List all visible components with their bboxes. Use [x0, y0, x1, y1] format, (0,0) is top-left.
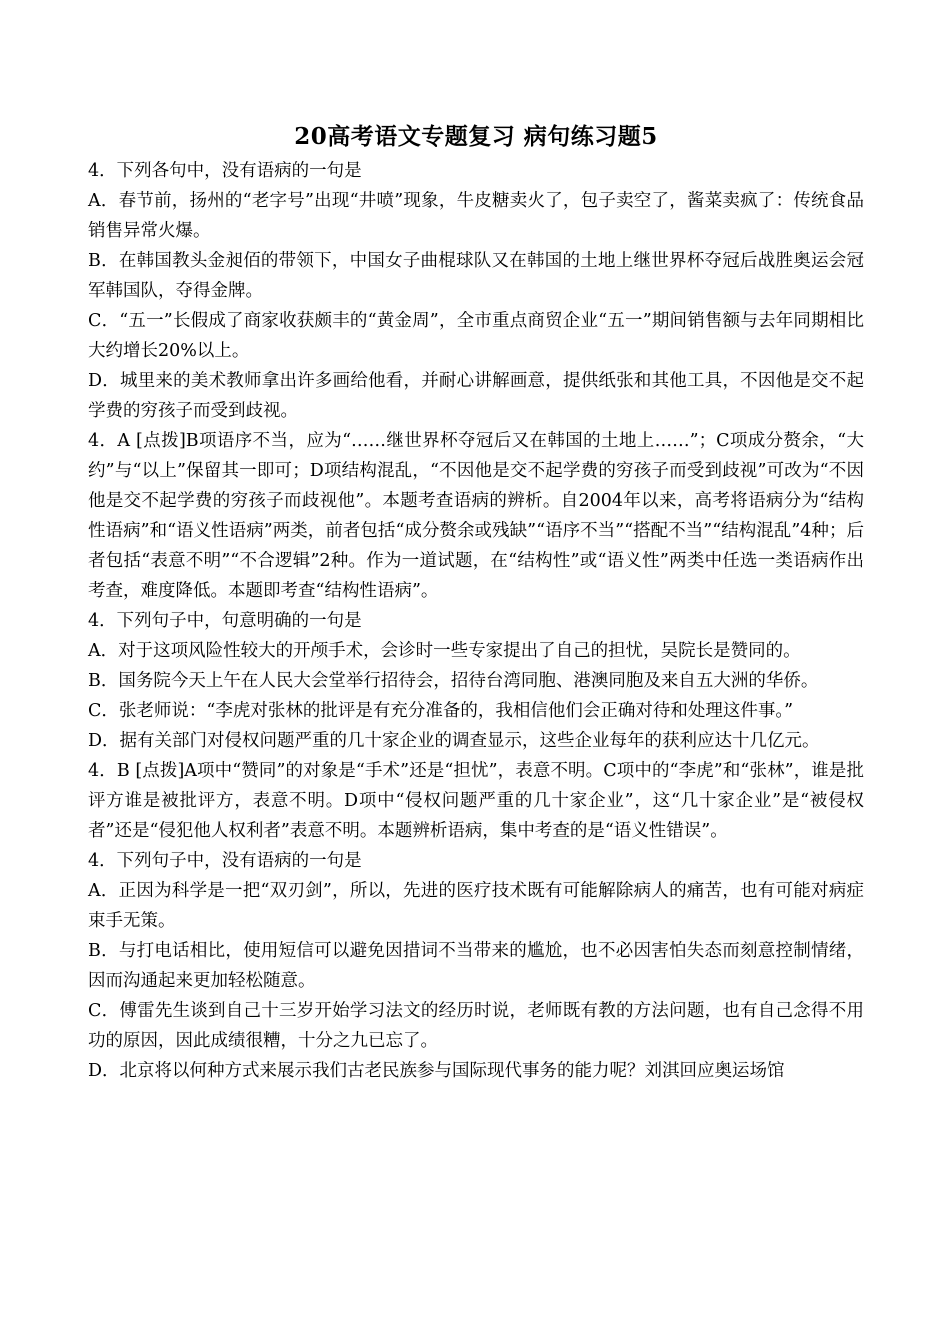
- option-b: B．国务院今天上午在人民大会堂举行招待会，招待台湾同胞、港澳同胞及来自五大洲的华侨。: [88, 671, 819, 691]
- option-a: A．正因为科学是一把“双刃剑”，所以，先进的医疗技术既有可能解除病人的痛苦，也有可能对病症束手无策。: [88, 881, 864, 931]
- option-d: D．城里来的美术教师拿出许多画给他看，并耐心讲解画意，提供纸张和其他工具，不因他是交不起学费的穷孩子而受到歧视。: [88, 371, 864, 421]
- document-title: 20高考语文专题复习 病句练习题5: [294, 123, 658, 150]
- answer-explanation: 4．A [点拨]B项语序不当，应为“……继世界杯夺冠后又在韩国的土地上……”；C项成分赘余，“大约”与“以上”保留其一即可；D项结构混乱，“不因他是交不起学费的穷孩子而受到歧视”可改为“不因他是交不起学费的穷孩子而歧视他”。本题考查语病的辨析。自2004年以来，高考将语病分为“结构性语病”和“语义性语病”两类，前者包括“成分赘余或残缺”“语序不当”“搭配不当”“结构混乱”4种；后者包括“表意不明”“不合逻辑”2种。作为一道试题，在“结构性”或“语义性”两类中任选一类语病作出考查，难度降低。本题即考查“结构性语病”。: [88, 431, 864, 601]
- option-a: A．春节前，扬州的“老字号”出现“井喷”现象，牛皮糖卖火了，包子卖空了，酱菜卖疯了：传统食品销售异常火爆。: [88, 191, 864, 241]
- option-b: B．在韩国教头金昶佰的带领下，中国女子曲棍球队又在韩国的土地上继世界杯夺冠后战胜奥运会冠军韩国队，夺得金牌。: [88, 251, 864, 301]
- question-stem: 4．下列句子中，没有语病的一句是: [88, 851, 362, 871]
- option-c: C．张老师说：“李虎对张林的批评是有充分准备的，我相信他们会正确对待和处理这件事。”: [88, 701, 794, 721]
- option-c: C．“五一”长假成了商家收获颇丰的“黄金周”，全市重点商贸企业“五一”期间销售额与去年同期相比大约增长20%以上。: [88, 311, 864, 361]
- option-a: A．对于这项风险性较大的开颅手术，会诊时一些专家提出了自己的担忧，吴院长是赞同的。: [88, 641, 801, 661]
- question-stem: 4．下列各句中，没有语病的一句是: [88, 161, 362, 181]
- option-c: C．傅雷先生谈到自己十三岁开始学习法文的经历时说，老师既有教的方法问题，也有自己念得不用功的原因，因此成绩很糟，十分之九已忘了。: [88, 1001, 864, 1051]
- document-page: [88, 118, 864, 1086]
- document-body: [88, 156, 864, 1086]
- option-b: B．与打电话相比，使用短信可以避免因措词不当带来的尴尬，也不必因害怕失态而刻意控制情绪，因而沟通起来更加轻松随意。: [88, 941, 864, 991]
- question-stem: 4．下列句子中，句意明确的一句是: [88, 611, 362, 631]
- option-d: D．据有关部门对侵权问题严重的几十家企业的调查显示，这些企业每年的获利应达十几亿元。: [88, 731, 820, 751]
- answer-explanation: 4．B [点拨]A项中“赞同”的对象是“手术”还是“担忧”，表意不明。C项中的“李虎”和“张林”，谁是批评方谁是被批评方，表意不明。D项中“侵权问题严重的几十家企业”，这“几十家企业”是“被侵权者”还是“侵犯他人权利者”表意不明。本题辨析语病，集中考查的是“语义性错误”。: [88, 761, 864, 841]
- option-d: D．北京将以何种方式来展示我们古老民族参与国际现代事务的能力呢？刘淇回应奥运场馆: [88, 1061, 785, 1081]
